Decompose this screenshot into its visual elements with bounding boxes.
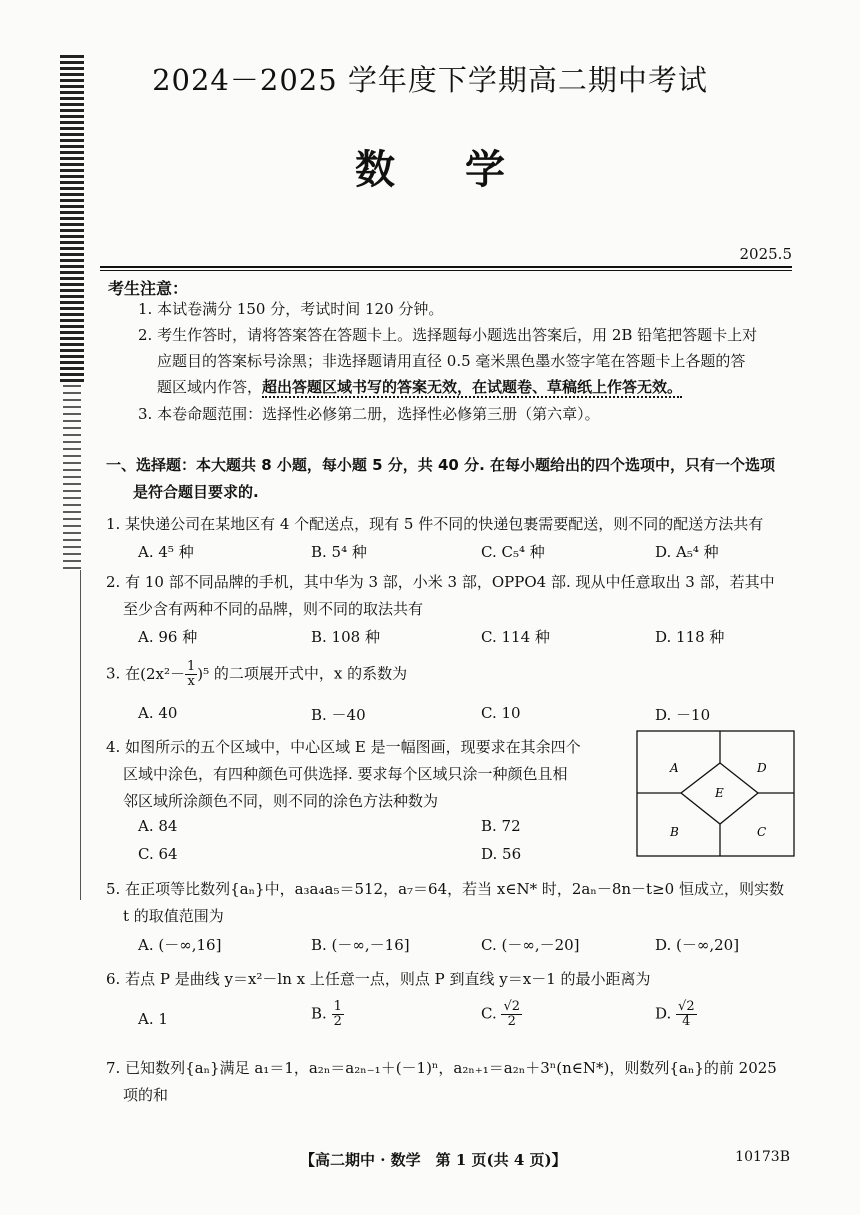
header-rule xyxy=(100,266,792,268)
region-label-b: B xyxy=(670,825,679,839)
q3-stem: 3. 在(2x²－ $\frac{1}{x}$ )⁵ 的二项展开式中，x 的系数为 xyxy=(106,659,408,689)
q6-option-a: A. 1 xyxy=(138,1010,168,1028)
q5-option-b: B. (－∞,－16] xyxy=(311,936,410,954)
q2-option-a: A. 96 种 xyxy=(138,628,198,646)
q3-option-c: C. 10 xyxy=(481,704,521,722)
region-label-a: A xyxy=(670,761,679,775)
q6-option-c: C. $\frac{√2}{2}$ xyxy=(481,999,521,1029)
q1-stem: 1. 某快递公司在某地区有 4 个配送点，现有 5 件不同的快递包裹需要配送，则不同的配送方法共有 xyxy=(106,515,764,533)
q5-stem: 5. 在正项等比数列{aₙ}中，a₃a₄a₅＝512，a₇＝64，若当 x∈N* 时，2aₙ－8n－t≥0 恒成立，则实数 xyxy=(106,880,784,898)
region-label-d: D xyxy=(757,761,767,775)
exam-title: 2024－2025 学年度下学期高二期中考试 xyxy=(152,63,708,97)
region-label-e: E xyxy=(715,786,724,800)
notice-item-3: 3. 本卷命题范围：选择性必修第二册，选择性必修第三册（第六章）。 xyxy=(138,405,600,423)
q1-option-a: A. 4⁵ 种 xyxy=(138,543,194,561)
q3-option-a: A. 40 xyxy=(138,704,178,722)
q5-option-c: C. (－∞,－20] xyxy=(481,936,580,954)
q7-stem-cont: 项的和 xyxy=(123,1086,169,1104)
q4-stem-cont-2: 邻区域所涂颜色不同，则不同的涂色方法种数为 xyxy=(123,792,439,810)
section-heading: 一、选择题：本大题共 8 小题，每小题 5 分，共 40 分. 在每小题给出的四个选项中，只有一个选项 xyxy=(106,456,776,474)
q1-option-d: D. A₅⁴ 种 xyxy=(655,543,719,561)
margin-line xyxy=(80,570,81,900)
q5-option-d: D. (－∞,20] xyxy=(655,936,740,954)
q6-option-d: D. $\frac{√2}{4}$ xyxy=(655,999,695,1029)
notice-item-2c: 题区域内作答，超出答题区域书写的答案无效，在试题卷、草稿纸上作答无效。 xyxy=(157,378,683,396)
notice-item-2a: 2. 考生作答时，请将答案答在答题卡上。选择题每小题选出答案后，用 2B 铅笔把答题卡上对 xyxy=(138,326,758,344)
q2-option-c: C. 114 种 xyxy=(481,628,550,646)
q2-stem-cont: 至少含有两种不同的品牌，则不同的取法共有 xyxy=(123,600,424,618)
binding-edge-pattern-lower xyxy=(63,385,81,570)
q6-option-b: B. $\frac{1}{2}$ xyxy=(311,999,342,1029)
paper-code: 10173B xyxy=(735,1149,790,1165)
notice-item-2b: 应题目的答案标号涂黑；非选择题请用直径 0.5 毫米黑色墨水签字笔在答题卡上各题的答 xyxy=(157,352,746,370)
q2-option-b: B. 108 种 xyxy=(311,628,380,646)
q4-option-d: D. 56 xyxy=(481,845,522,863)
q4-option-b: B. 72 xyxy=(481,817,521,835)
region-label-c: C xyxy=(757,825,767,839)
binding-edge-pattern xyxy=(60,55,84,385)
q5-option-a: A. (－∞,16] xyxy=(138,936,222,954)
notice-heading: 考生注意： xyxy=(108,279,189,298)
notice-warning: 超出答题区域书写的答案无效，在试题卷、草稿纸上作答无效。 xyxy=(262,378,683,396)
q4-option-a: A. 84 xyxy=(138,817,178,835)
q1-option-b: B. 5⁴ 种 xyxy=(311,543,367,561)
q5-stem-cont: t 的取值范围为 xyxy=(123,907,224,925)
q6-stem: 6. 若点 P 是曲线 y＝x²－ln x 上任意一点，则点 P 到直线 y＝x－1 的最小距离为 xyxy=(106,970,651,988)
q2-option-d: D. 118 种 xyxy=(655,628,725,646)
q3-option-d: D. －10 xyxy=(655,706,711,724)
exam-date: 2025.5 xyxy=(739,245,792,263)
q4-option-c: C. 64 xyxy=(138,845,178,863)
page-footer: 【高二期中 · 数学 第 1 页(共 4 页)】 xyxy=(300,1151,567,1169)
subject-title: 数学 xyxy=(355,147,575,193)
q2-stem: 2. 有 10 部不同品牌的手机，其中华为 3 部，小米 3 部，OPPO4 部. 现从中任意取出 3 部，若其中 xyxy=(106,573,775,591)
section-heading-cont: 是符合题目要求的. xyxy=(133,483,259,501)
q1-option-c: C. C₅⁴ 种 xyxy=(481,543,545,561)
q3-option-b: B. －40 xyxy=(311,706,366,724)
q7-stem: 7. 已知数列{aₙ}满足 a₁＝1，a₂ₙ＝a₂ₙ₋₁＋(－1)ⁿ，a₂ₙ₊₁＝a₂ₙ＋3ⁿ(n∈N*)，则数列{aₙ}的前 2025 xyxy=(106,1059,777,1077)
q3-expression: (2x²－ $\frac{1}{x}$ )⁵ xyxy=(140,659,210,689)
q4-stem: 4. 如图所示的五个区域中，中心区域 E 是一幅图画，现要求在其余四个 xyxy=(106,738,581,756)
header-rule-thin xyxy=(100,270,792,271)
notice-item-1: 1. 本试卷满分 150 分，考试时间 120 分钟。 xyxy=(138,300,444,318)
q4-stem-cont-1: 区域中涂色，有四种颜色可供选择. 要求每个区域只涂一种颜色且相 xyxy=(123,765,568,783)
q4-region-figure xyxy=(636,730,796,858)
